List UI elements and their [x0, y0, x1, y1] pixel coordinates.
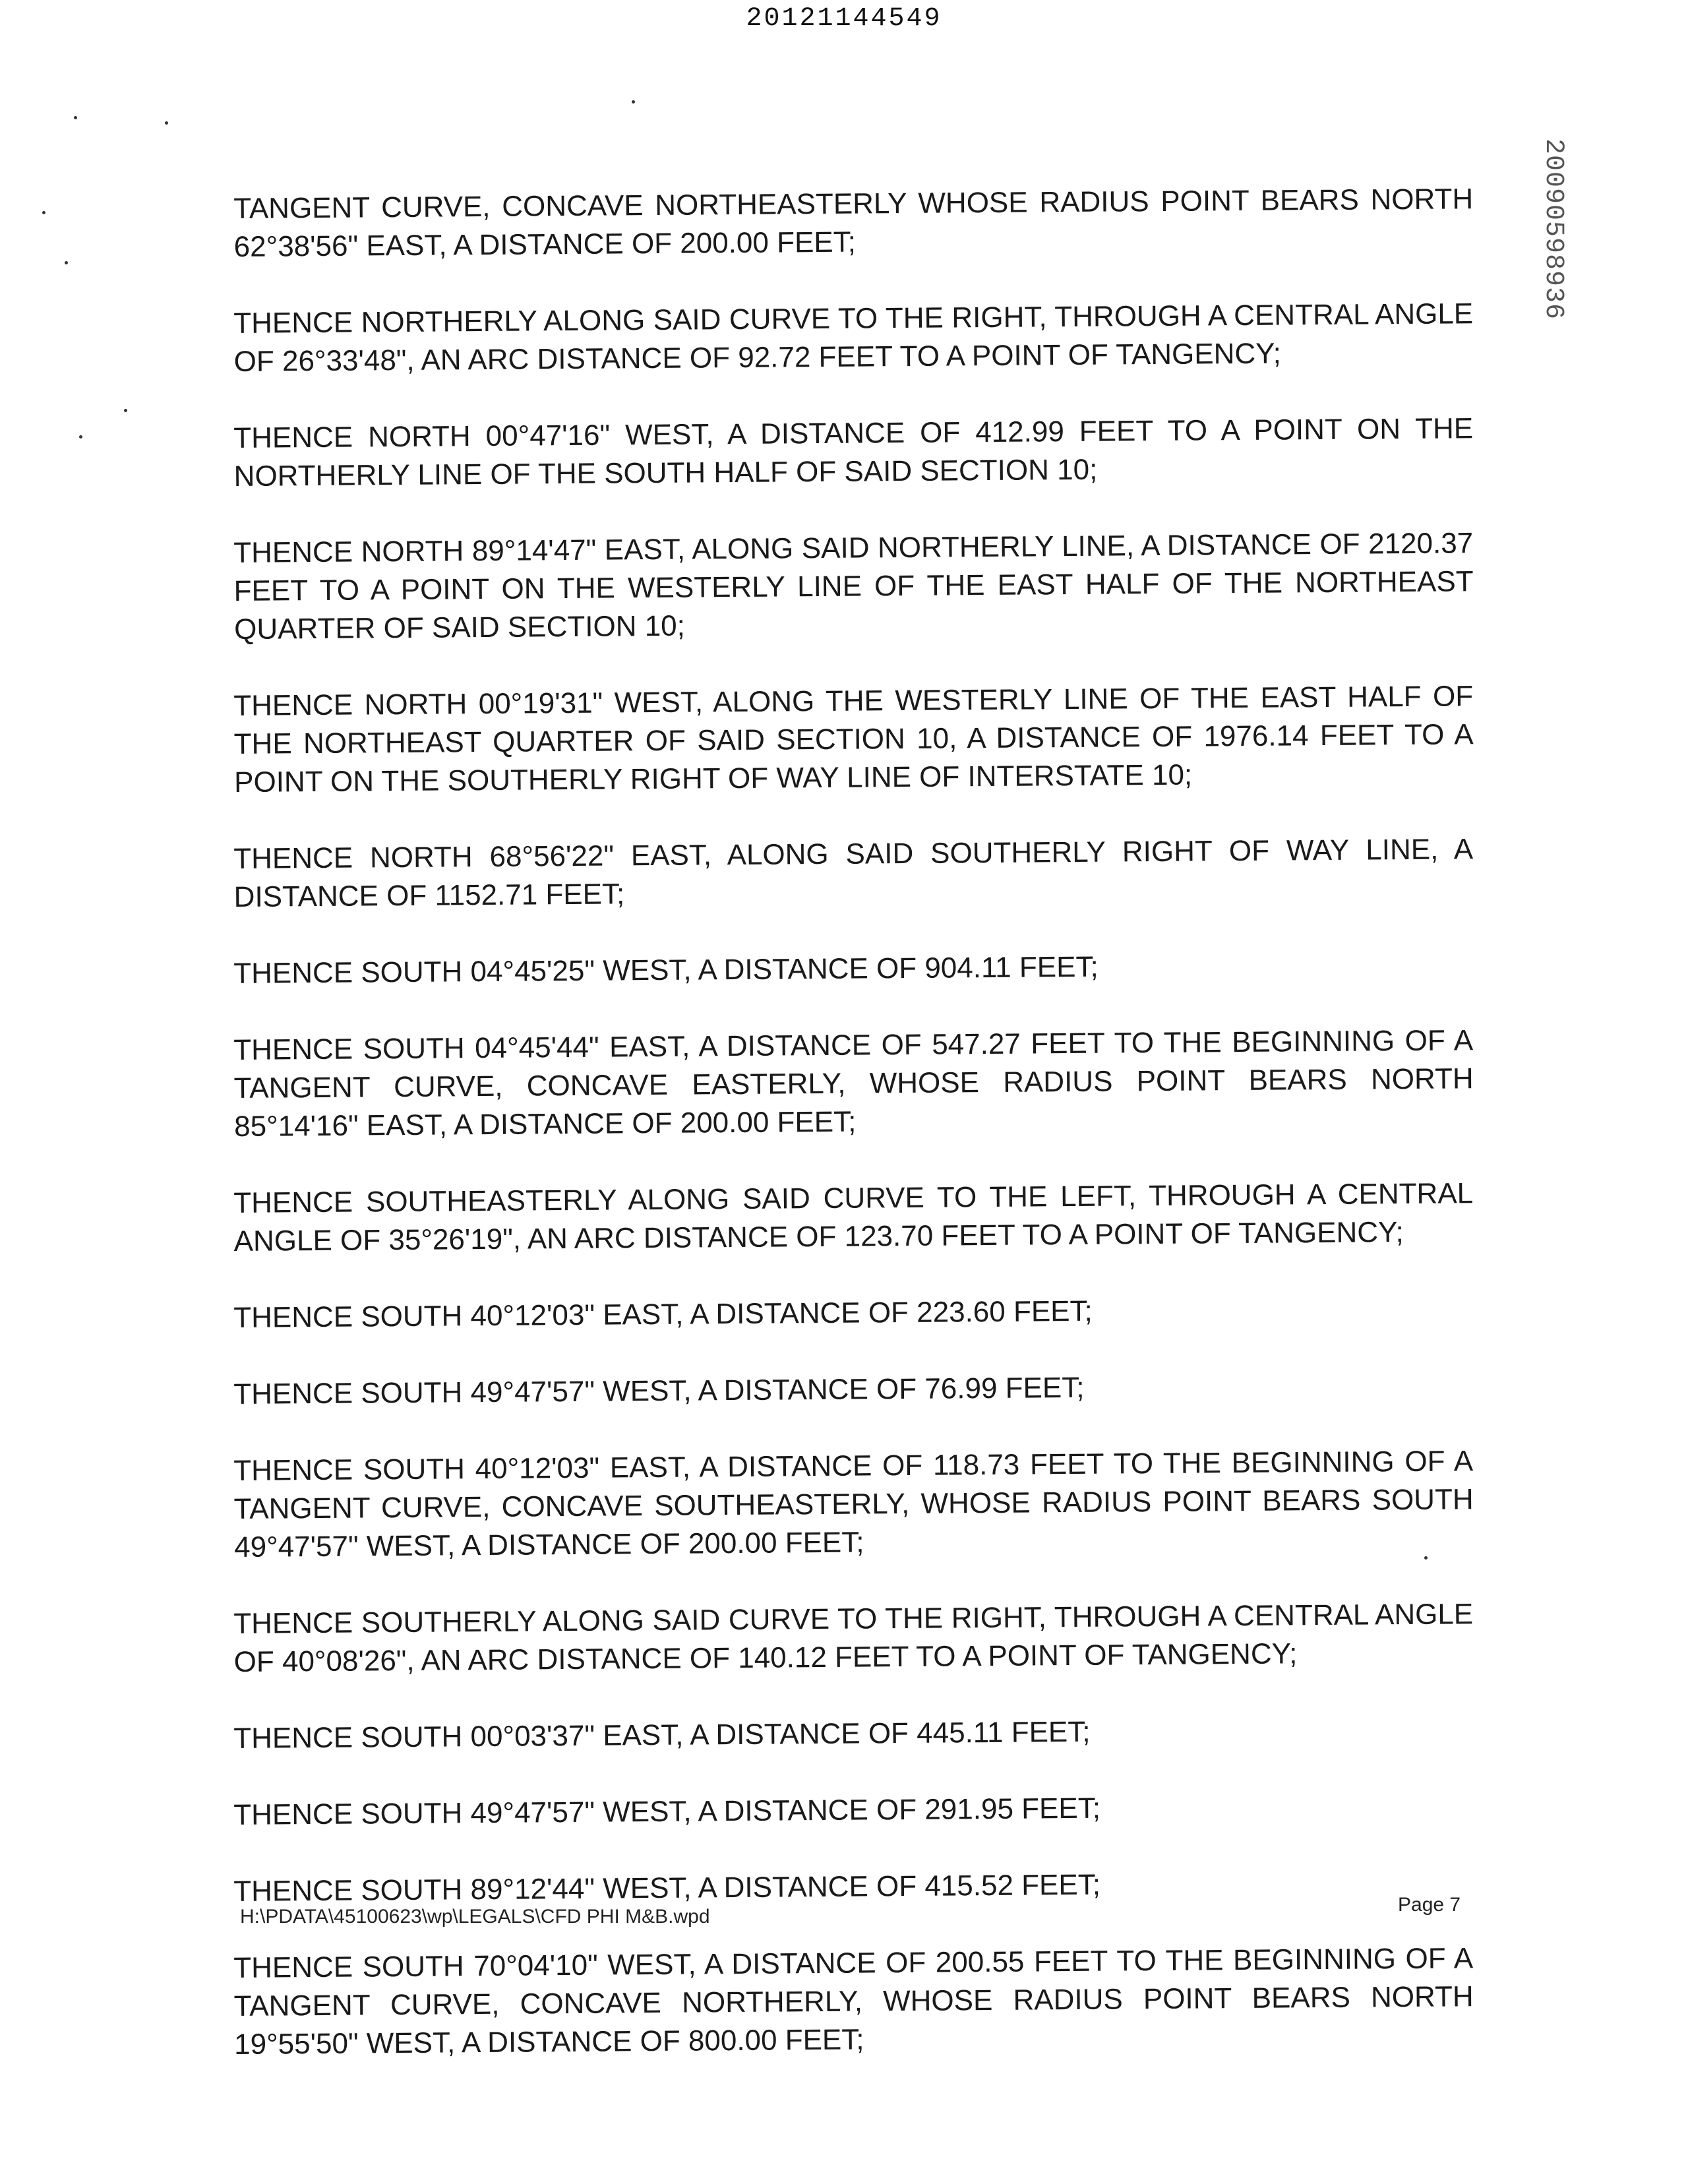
paragraph: THENCE SOUTH 70°04'10" WEST, A DISTANCE OF 200.55 FEET TO THE BEGINNING OF A TANGENT CURVE, CONCAVE NORTHERLY, WHOSE RADIUS POINT BEARS NORTH 19°55'50" WEST, A DISTANCE OF 800.00 FEET;: [233, 1942, 1474, 2061]
scan-speck: [42, 211, 45, 214]
paragraph: THENCE SOUTH 40°12'03" EAST, A DISTANCE OF 118.73 FEET TO THE BEGINNING OF A TANGENT CURVE, CONCAVE SOUTHEASTERLY, WHOSE RADIUS POINT BEARS SOUTH 49°47'57" WEST, A DISTANCE OF 200.00 FEET;: [233, 1445, 1474, 1563]
scan-speck: [165, 121, 168, 125]
scan-speck: [74, 116, 77, 119]
paragraph: THENCE SOUTH 00°03'37" EAST, A DISTANCE OF 445.11 FEET;: [233, 1715, 1091, 1755]
legal-description-body: [233, 183, 1474, 2102]
scan-speck: [79, 435, 82, 439]
footer-file-path: H:\PDATA\45100623\wp\LEGALS\CFD PHI M&B.wpd: [240, 1906, 710, 1927]
scan-speck: [65, 261, 68, 264]
paragraph: THENCE NORTH 89°14'47" EAST, ALONG SAID NORTHERLY LINE, A DISTANCE OF 2120.37 FEET TO A POINT ON THE WESTERLY LINE OF THE EAST HALF OF THE NORTHEAST QUARTER OF SAID SECTION 10;: [233, 527, 1474, 646]
paragraph: THENCE NORTH 00°19'31" WEST, ALONG THE WESTERLY LINE OF THE EAST HALF OF THE NORTHEAST QUARTER OF SAID SECTION 10, A DISTANCE OF 1976.14 FEET TO A POINT ON THE SOUTHERLY RIGHT OF WAY LINE OF INTERSTATE 10;: [233, 680, 1474, 799]
paragraph: THENCE SOUTHEASTERLY ALONG SAID CURVE TO THE LEFT, THROUGH A CENTRAL ANGLE OF 35°26'19", AN ARC DISTANCE OF 123.70 FEET TO A POINT OF TANGENCY;: [233, 1177, 1474, 1258]
footer-page-number: Page 7: [1398, 1894, 1461, 1916]
paragraph: THENCE NORTHERLY ALONG SAID CURVE TO THE RIGHT, THROUGH A CENTRAL ANGLE OF 26°33'48", AN ARC DISTANCE OF 92.72 FEET TO A POINT OF TANGENCY;: [233, 297, 1474, 378]
paragraph: THENCE SOUTH 89°12'44" WEST, A DISTANCE OF 415.52 FEET;: [233, 1868, 1101, 1908]
paragraph: THENCE SOUTHERLY ALONG SAID CURVE TO THE RIGHT, THROUGH A CENTRAL ANGLE OF 40°08'26", AN ARC DISTANCE OF 140.12 FEET TO A POINT OF TANGENCY;: [233, 1598, 1474, 1678]
paragraph: THENCE SOUTH 40°12'03" EAST, A DISTANCE OF 223.60 FEET;: [233, 1294, 1093, 1334]
document-number: 20121144549: [746, 4, 942, 34]
paragraph: THENCE SOUTH 04°45'25" WEST, A DISTANCE OF 904.11 FEET;: [233, 950, 1099, 990]
scan-speck: [124, 409, 127, 412]
side-recording-stamp: 20090598936: [1538, 138, 1568, 320]
paragraph: THENCE NORTH 68°56'22" EAST, ALONG SAID SOUTHERLY RIGHT OF WAY LINE, A DISTANCE OF 1152.71 FEET;: [233, 833, 1474, 913]
paragraph: THENCE SOUTH 04°45'44" EAST, A DISTANCE OF 547.27 FEET TO THE BEGINNING OF A TANGENT CURVE, CONCAVE EASTERLY, WHOSE RADIUS POINT BEARS NORTH 85°14'16" EAST, A DISTANCE OF 200.00 FEET;: [233, 1024, 1474, 1143]
paragraph: TANGENT CURVE, CONCAVE NORTHEASTERLY WHOSE RADIUS POINT BEARS NORTH 62°38'56" EAST, A DISTANCE OF 200.00 FEET;: [233, 183, 1474, 263]
paragraph: THENCE SOUTH 49°47'57" WEST, A DISTANCE OF 76.99 FEET;: [233, 1371, 1085, 1410]
paragraph: THENCE NORTH 00°47'16" WEST, A DISTANCE OF 412.99 FEET TO A POINT ON THE NORTHERLY LINE OF THE SOUTH HALF OF SAID SECTION 10;: [233, 412, 1474, 493]
scan-speck: [1424, 1556, 1428, 1560]
paragraph: THENCE SOUTH 49°47'57" WEST, A DISTANCE OF 291.95 FEET;: [233, 1792, 1101, 1831]
scan-speck: [632, 100, 635, 104]
